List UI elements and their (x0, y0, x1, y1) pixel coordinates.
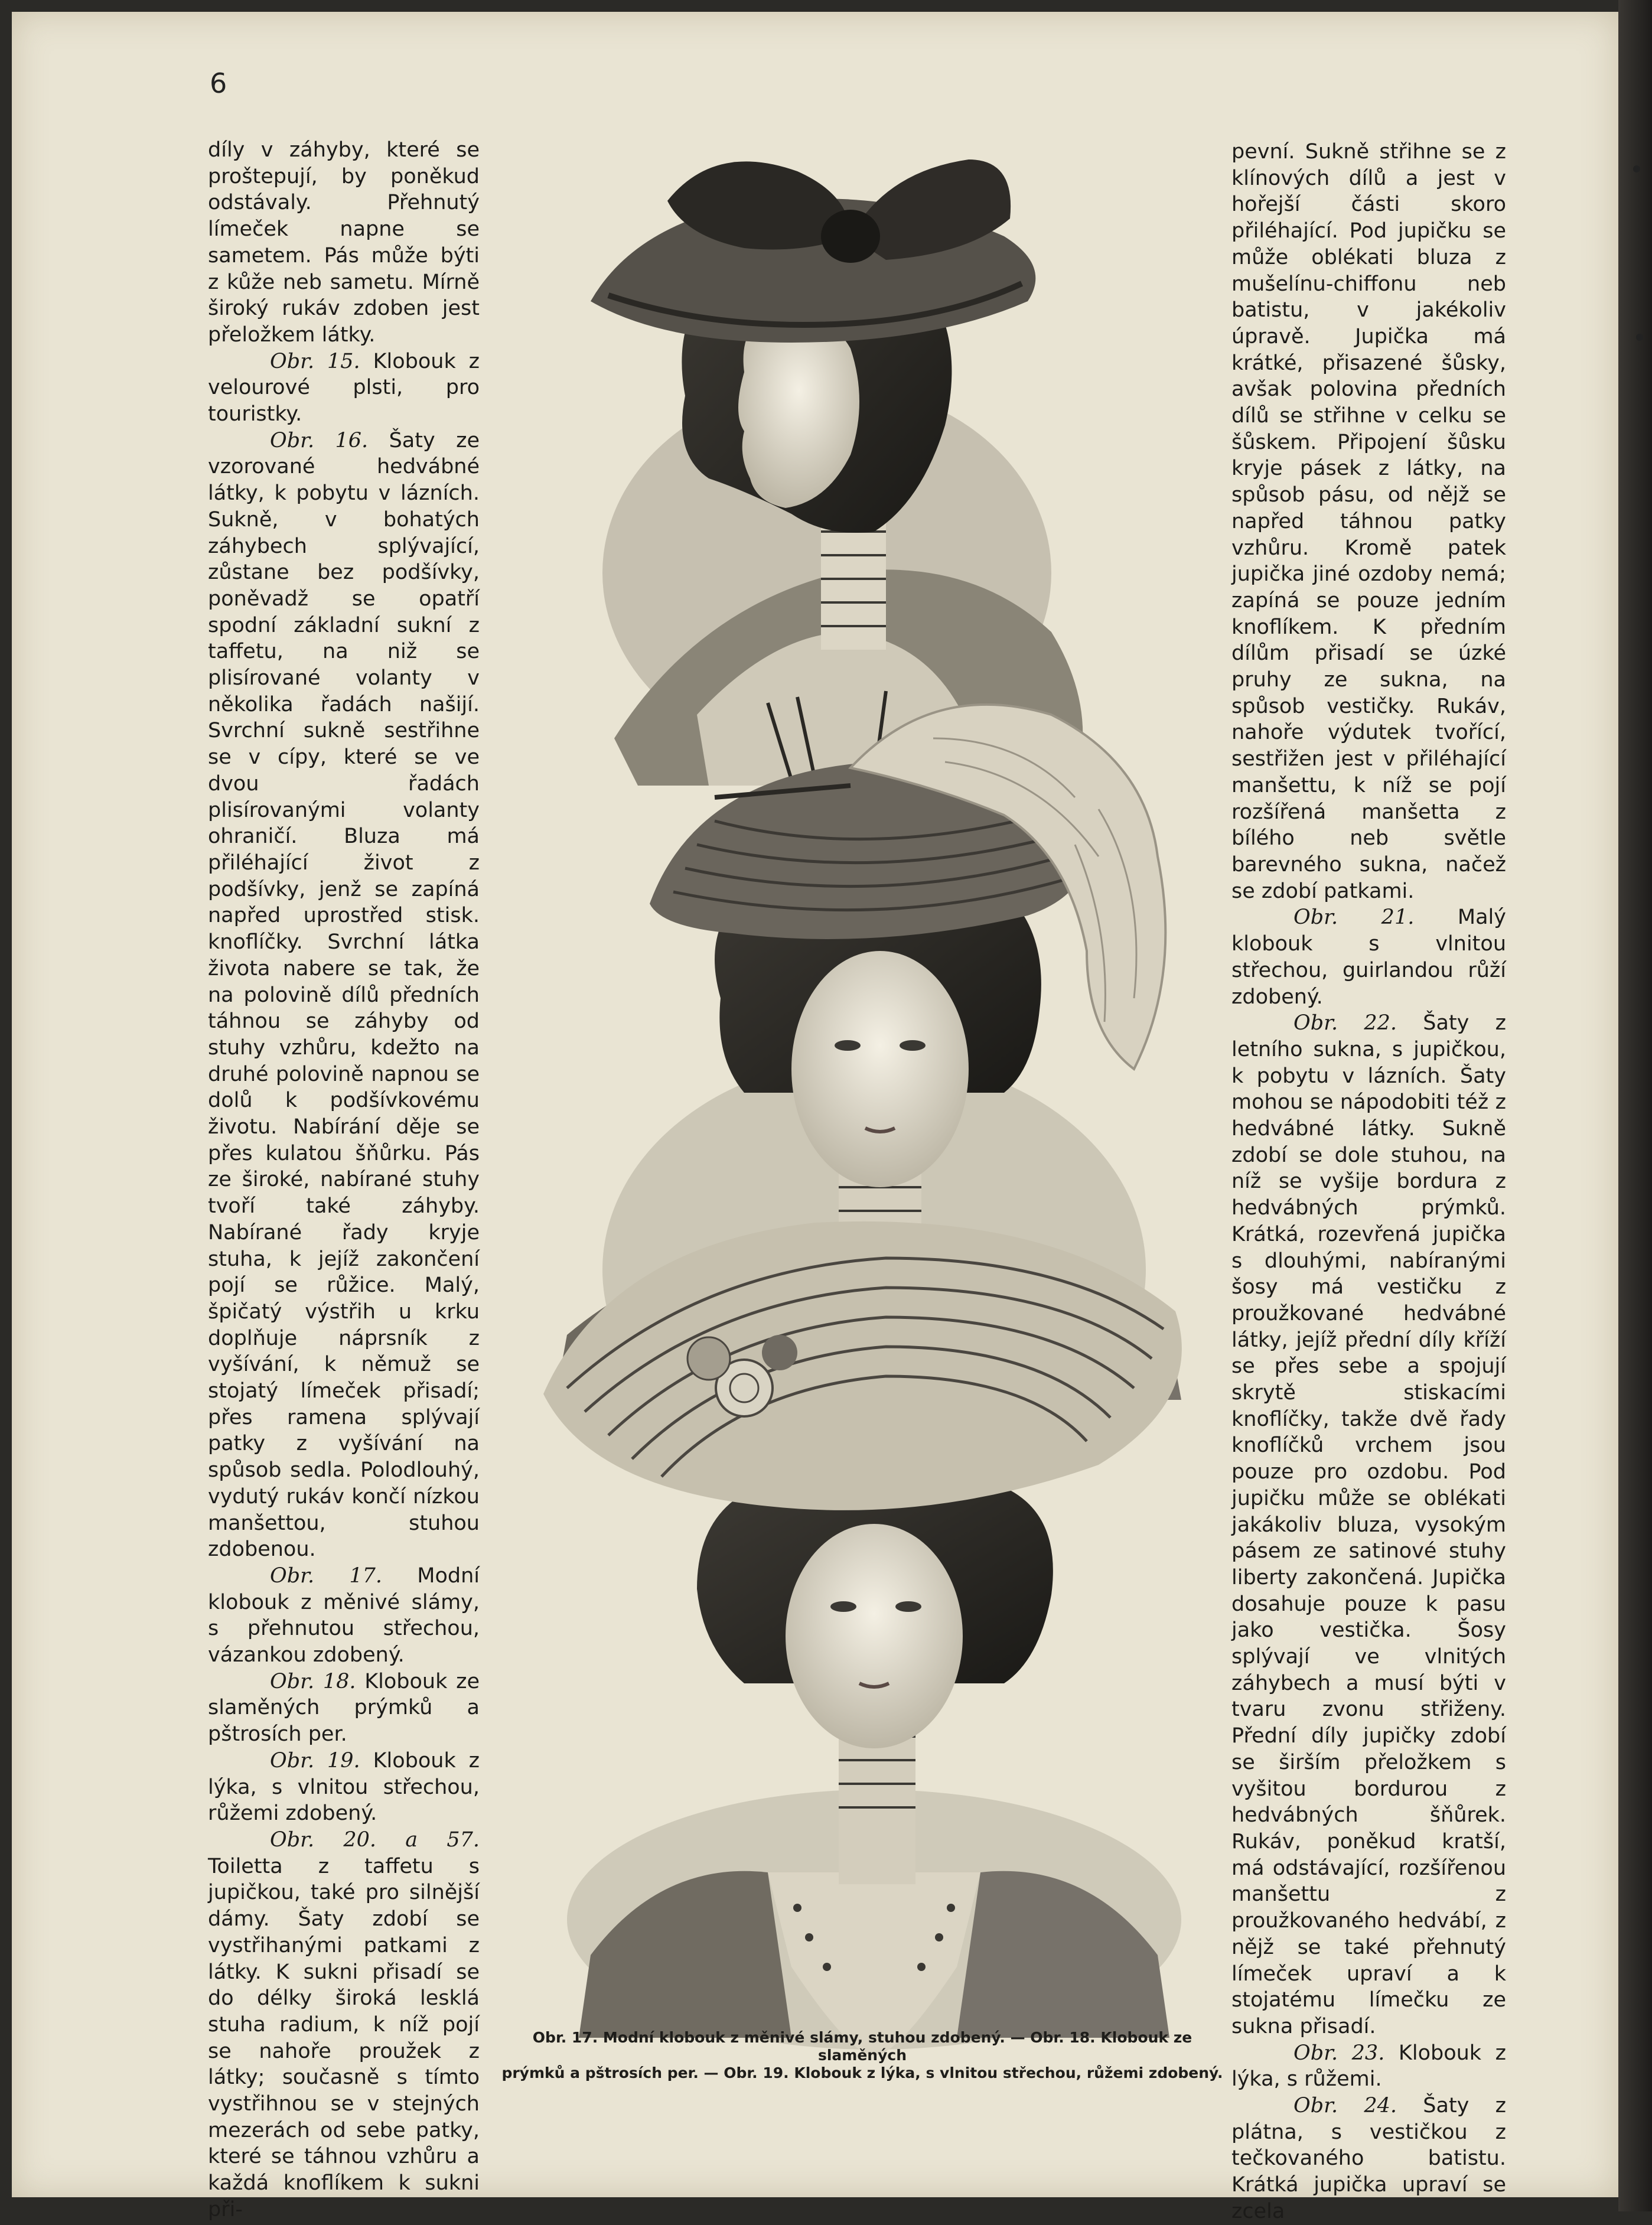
figure-reference: Obr. 20. a 57. (270, 1828, 480, 1852)
paragraph-text: Klobouk ze slaměných prýmků a pštrosích per. (208, 1669, 480, 1747)
figure-reference: Obr. 21. (1293, 905, 1415, 930)
left-text-column (208, 137, 480, 2223)
paragraph-text: Toiletta z taffetu s jupičkou, také pro silnější dámy. Šaty zdobí se vystřihanými patkami z látky. K sukni přisadí se do délky široká lesklá stuha radium, k níž pojí se nahoře proužek z látky; současně s tímto vystřihnou se v stejných mezerách od sebe patky, které se táhnou vzhůru a každá knoflíkem k sukni při- (208, 1854, 480, 2221)
paragraph (1231, 904, 1506, 1010)
scan-edge (1618, 0, 1652, 2211)
hat-illustrations (520, 148, 1217, 2055)
paragraph (1231, 139, 1506, 904)
paragraph (208, 137, 480, 348)
figure-reference: Obr. 24. (1293, 2094, 1397, 2118)
figure-reference: Obr. 16. (270, 428, 369, 452)
figure-reference: Obr. 22. (1293, 1011, 1397, 1035)
paragraph-text: Klobouk z lýka, s růžemi. (1231, 2041, 1507, 2092)
figure-17 (591, 159, 1083, 786)
paragraph (208, 1748, 480, 1827)
paragraph (208, 1669, 480, 1748)
figure-caption (499, 2029, 1226, 2082)
paragraph (208, 1827, 480, 2223)
paragraph (208, 1563, 480, 1669)
caption-line-2: prýmků a pštrosích per. — Obr. 19. Klobouk z lýka, s vlnitou střechou, růžemi zdobený. (501, 2064, 1223, 2081)
paragraph-text: Šaty z plátna, s vestičkou z tečkovaného batistu. Krátká jupička upraví se zcela (1231, 2094, 1506, 2223)
paragraph-text: pevní. Sukně střihne se z klínových dílů a jest v hořejší části skoro přiléhající. Pod jupičku se může oblékati bluza z mušelínu-chiffonu neb batistu, v jakékoliv úpravě. Jupička má krátké, přisazené šůsky, avšak polovina předních dílů se střihne v celku se šůskem. Připojení šůsku kryje pásek z látky, na spůsob pásu, od nějž se napřed táhnou patky vzhůru. Kromě patek jupička jiné ozdoby nemá; zapíná se pouze jedním knoflíkem. K předním dílům přisadí se úzké pruhy ze sukna, na spůsob vestičky. Rukáv, nahoře výdutek tvořící, sestřižen jest v přiléhající manšettu, k níž se pojí rozšířená manšetta z bílého neb světle barevného sukna, načež se zdobí patkami. (1231, 140, 1506, 903)
paragraph (1231, 2093, 1506, 2225)
paragraph (208, 428, 480, 1563)
figure-reference: Obr. 18. (270, 1669, 356, 1693)
paragraph-text: Šaty ze vzorované hedvábné látky, k pobytu v lázních. Sukně, v bohatých záhybech splývající, zůstane bez podšívky, poněvadž se opatří spodní základní sukní z taffetu, na niž se plisírované volanty v několika řadách našijí. Svrchní sukně sestřihne se v cípy, které se ve dvou řadách plisírovanými volanty ohraničí. Bluza má přiléhající život z podšívky, jenž se zapíná napřed uprostřed stisk. knoflíčky. Svrchní látka života nabere se tak, že na polovině dílů předních táhnou se záhyby od stuhy vzhůru, kdežto na druhé polovině napnou se dolů k podšívkovému životu. Nabírání děje se přes kulatou šňůrku. Pás ze široké, nabírané stuhy tvoří také záhyby. Nabírané řady kryje stuha, k jejíž zakončení pojí se růžice. Malý, špičatý výstřih u krku doplňuje náprsník z vyšívání, k němuž se stojatý límeček přisadí; přes ramena splývají patky z vyšívání na spůsob sedla. Polodlouhý, vydutý rukáv končí nízkou manšettou, stuhou zdobenou. (208, 428, 480, 1562)
right-text-column (1231, 139, 1506, 2225)
margin-mark (1636, 334, 1643, 341)
figure-19 (543, 1221, 1182, 2055)
figure-reference: Obr. 23. (1293, 2041, 1385, 2065)
paragraph (208, 348, 480, 428)
paragraph (1231, 2040, 1506, 2093)
paragraph (1231, 1010, 1506, 2040)
caption-line-1: Obr. 17. Modní klobouk z měnivé slámy, stuhou zdobený. — Obr. 18. Klobouk ze slaměných (532, 2029, 1192, 2064)
paragraph-text: Modní klobouk z měnivé slámy, s přehnutou střechou, vázankou zdobený. (208, 1563, 480, 1667)
paragraph-text: díly v záhyby, které se proštepují, by poněkud odstávaly. Přehnutý límeček napne se sametem. Pás může býti z kůže neb sametu. Mírně široký rukáv zdoben jest přeložkem látky. (208, 138, 480, 347)
paragraph-text: Klobouk z lýka, s vlnitou střechou, růžemi zdobený. (208, 1748, 480, 1826)
paragraph-text: Klobouk z velourové plsti, pro touristky. (208, 349, 480, 426)
figure-reference: Obr. 17. (270, 1563, 383, 1588)
figure-reference: Obr. 19. (270, 1748, 360, 1773)
page-number: 6 (210, 67, 227, 99)
margin-mark (1633, 165, 1640, 172)
paragraph-text: Šaty z letního sukna, s jupičkou, k pobytu v lázních. Šaty mohou se nápodobiti též z hedvábné látky. Sukně zdobí se dole stuhou, na níž se vyšije bordura z hedvábných prýmků. Krátká, rozevřená jupička s dlouhými, nabíranými šosy má vestičku z proužkované hedvábné látky, jejíž přední díly kříží se přes sebe a spojují skrytě stiskacími knoflíčky, takže dvě řady knoflíčků vrchem jsou pouze pro ozdobu. Pod jupičku může se oblékati jakákoliv bluza, vysokým pásem ze satinové stuhy liberty zakončená. Jupička dosahuje pouze k pasu jako vestička. Šosy splývají ve vlnitých záhybech a musí býti v tvaru zvonu střiženy. Přední díly jupičky zdobí se širším přeložkem s vyšitou bordurou z hedvábných šňůrek. Rukáv, poněkud kratší, má odstávající, rozšířenou manšettu z proužkovaného hedvábí, z nějž se také přehnutý límeček upraví a k stojatému límečku ze sukna přisadí. (1231, 1011, 1506, 2038)
figure-reference: Obr. 15. (270, 349, 360, 373)
paragraph-text: Malý klobouk s vlnitou střechou, guirlandou růží zdobený. (1231, 905, 1506, 1009)
